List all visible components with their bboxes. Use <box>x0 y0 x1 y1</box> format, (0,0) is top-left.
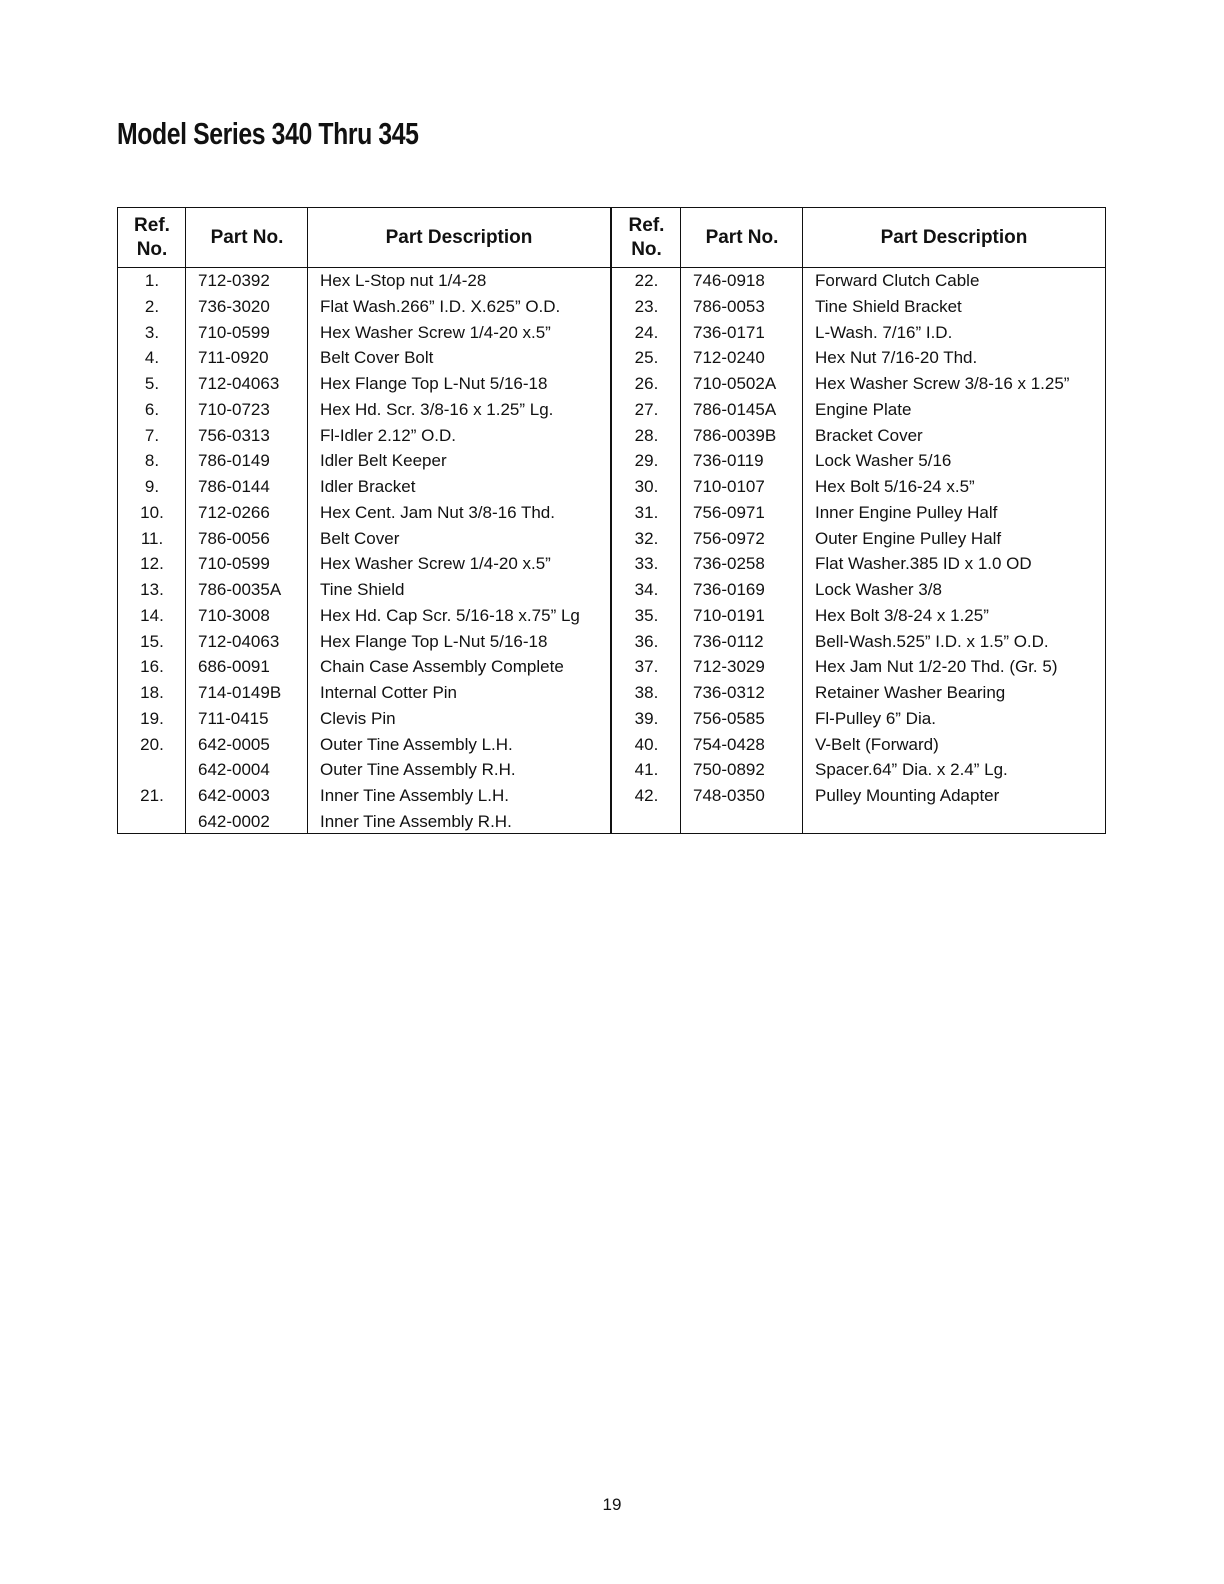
ref-no-cell: 11. <box>140 528 164 548</box>
part-no-cell: 710-0723 <box>198 399 270 419</box>
table-row <box>612 397 1105 423</box>
part-description-cell: Pulley Mounting Adapter <box>815 786 1000 805</box>
part-no-cell: 748-0350 <box>693 786 765 805</box>
part-description-cell: Hex Hd. Cap Scr. 5/16-18 x.75” Lg <box>320 605 580 625</box>
part-no-cell: 756-0585 <box>693 708 765 728</box>
part-description-cell: Hex L-Stop nut 1/4-28 <box>320 271 487 290</box>
table-row <box>612 577 1105 603</box>
table-row <box>118 345 610 371</box>
header-row <box>118 208 610 268</box>
part-no-cell: 786-0145A <box>693 399 777 419</box>
table-row <box>612 345 1105 371</box>
table-row <box>612 500 1105 526</box>
ref-no-cell: 32. <box>634 528 659 548</box>
part-description-cell: Hex Nut 7/16-20 Thd. <box>815 348 978 368</box>
ref-no-cell: 29. <box>634 451 659 471</box>
part-no-cell: 736-3020 <box>198 296 270 316</box>
ref-no-cell: 25. <box>634 348 659 368</box>
table-row <box>118 320 610 346</box>
ref-no-cell: 15. <box>140 631 164 651</box>
column-divider <box>680 208 681 833</box>
part-no-cell: 736-0258 <box>693 554 765 574</box>
ref-no-cell: 28. <box>634 425 659 445</box>
page-title: Model Series 340 Thru 345 <box>117 116 419 151</box>
part-description-cell: Engine Plate <box>815 399 912 419</box>
ref-no-cell: 22. <box>634 271 659 290</box>
table-row <box>612 294 1105 320</box>
table-row <box>612 603 1105 629</box>
header-row <box>612 208 1105 268</box>
ref-no-cell: 6. <box>144 399 160 419</box>
part-description-cell: Retainer Washer Bearing <box>815 683 1006 702</box>
part-no-cell: 711-0920 <box>198 348 269 368</box>
table-row <box>612 783 1105 809</box>
part-no-header: Part No. <box>186 208 308 268</box>
part-no-cell: 686-0091 <box>198 657 270 677</box>
part-no-cell: 736-0312 <box>693 683 765 702</box>
part-no-cell: 746-0918 <box>693 271 765 290</box>
part-description-cell: Tine Shield Bracket <box>815 296 962 316</box>
part-no-cell: 756-0972 <box>693 528 765 548</box>
part-description-cell: Inner Tine Assembly L.H. <box>320 786 509 805</box>
ref-no-cell: 24. <box>634 322 659 342</box>
parts-list-right <box>612 268 1105 809</box>
ref-no-cell: 10. <box>140 502 164 522</box>
part-description-cell: Outer Engine Pulley Half <box>815 528 1002 548</box>
part-description-cell: Hex Bolt 3/8-24 x 1.25” <box>815 605 989 625</box>
table-row <box>612 551 1105 577</box>
table-row <box>612 706 1105 732</box>
table-row <box>118 397 610 423</box>
part-no-cell: 786-0149 <box>198 451 270 471</box>
table-row <box>612 757 1105 783</box>
part-no-cell: 710-0191 <box>693 605 765 625</box>
ref-no-cell: 39. <box>634 708 659 728</box>
table-row <box>118 268 610 294</box>
part-description-cell: Clevis Pin <box>320 708 396 728</box>
part-no-cell: 712-0392 <box>198 271 270 290</box>
part-description-cell: Chain Case Assembly Complete <box>320 657 564 677</box>
part-no-cell: 756-0971 <box>693 502 765 522</box>
table-row <box>118 629 610 655</box>
column-divider <box>802 208 803 833</box>
part-description-cell: Belt Cover <box>320 528 400 548</box>
table-row <box>612 732 1105 758</box>
part-description-cell: Bell-Wash.525” I.D. x 1.5” O.D. <box>815 631 1049 651</box>
part-no-cell: 712-0240 <box>693 348 765 368</box>
ref-no-cell: 40. <box>634 734 659 754</box>
table-row <box>612 629 1105 655</box>
ref-no-cell: 18. <box>140 683 164 702</box>
parts-table <box>117 207 1106 834</box>
part-description-cell: Spacer.64” Dia. x 2.4” Lg. <box>815 760 1008 780</box>
table-row <box>118 551 610 577</box>
part-description-cell: Flat Washer.385 ID x 1.0 OD <box>815 554 1032 574</box>
ref-no-cell: 41. <box>634 760 659 780</box>
ref-no-cell: 4. <box>144 348 160 368</box>
ref-no-cell: 35. <box>634 605 659 625</box>
ref-no-cell: 5. <box>144 374 160 393</box>
parts-table-right <box>612 208 1105 833</box>
part-description-cell: Fl-Pulley 6” Dia. <box>815 708 936 728</box>
part-no-cell: 714-0149B <box>198 683 282 702</box>
ref-no-cell: 14. <box>140 605 164 625</box>
ref-no-cell: 20. <box>140 734 164 754</box>
table-row <box>118 294 610 320</box>
ref-no-cell: 36. <box>634 631 659 651</box>
part-description-cell: Outer Tine Assembly R.H. <box>320 760 516 780</box>
table-row <box>118 371 610 397</box>
part-description-cell: Outer Tine Assembly L.H. <box>320 734 513 754</box>
table-row <box>118 706 610 732</box>
part-description-header: Part Description <box>308 208 610 268</box>
ref-no-cell: 13. <box>140 580 164 599</box>
table-row <box>118 809 610 835</box>
table-row <box>612 680 1105 706</box>
ref-no-cell: 31. <box>634 502 659 522</box>
table-row <box>612 526 1105 552</box>
table-row <box>118 500 610 526</box>
part-description-cell: Tine Shield <box>320 580 405 599</box>
part-no-cell: 710-0599 <box>198 322 270 342</box>
table-row <box>612 448 1105 474</box>
part-description-cell: Hex Hd. Scr. 3/8-16 x 1.25” Lg. <box>320 399 554 419</box>
column-divider <box>185 208 186 833</box>
part-no-cell: 712-04063 <box>198 374 280 393</box>
part-no-cell: 712-0266 <box>198 502 270 522</box>
part-no-cell: 642-0003 <box>198 786 270 805</box>
part-description-cell: Bracket Cover <box>815 425 923 445</box>
table-row <box>118 577 610 603</box>
ref-no-cell: 19. <box>140 708 164 728</box>
table-row <box>612 423 1105 449</box>
ref-no-cell: 3. <box>144 322 160 342</box>
table-row <box>118 526 610 552</box>
table-row <box>612 654 1105 680</box>
part-description-cell: Idler Belt Keeper <box>320 451 447 471</box>
table-row <box>612 474 1105 500</box>
part-no-cell: 710-0599 <box>198 554 270 574</box>
part-no-cell: 712-3029 <box>693 657 765 677</box>
part-no-cell: 786-0144 <box>198 477 270 496</box>
ref-no-cell: 21. <box>140 786 164 805</box>
table-row <box>612 371 1105 397</box>
part-description-cell: Lock Washer 5/16 <box>815 451 952 471</box>
ref-no-cell: 9. <box>144 477 160 496</box>
part-no-cell: 756-0313 <box>198 425 270 445</box>
ref-no-cell: 42. <box>634 786 659 805</box>
part-description-header: Part Description <box>803 208 1105 268</box>
part-no-cell: 642-0005 <box>198 734 270 754</box>
part-description-cell: Internal Cotter Pin <box>320 683 458 702</box>
table-row <box>118 680 610 706</box>
ref-no-cell: 8. <box>144 451 160 471</box>
part-no-cell: 712-04063 <box>198 631 280 651</box>
table-row <box>118 603 610 629</box>
part-no-cell: 710-0502A <box>693 374 777 393</box>
ref-no-header: Ref. No. <box>612 208 681 268</box>
part-description-cell: Flat Wash.266” I.D. X.625” O.D. <box>320 296 561 316</box>
ref-no-cell: 38. <box>634 683 659 702</box>
part-description-cell: Hex Washer Screw 3/8-16 x 1.25” <box>815 374 1070 393</box>
table-row <box>118 732 610 758</box>
ref-no-cell: 16. <box>140 657 164 677</box>
ref-no-cell <box>118 757 186 783</box>
ref-no-cell: 12. <box>140 554 164 574</box>
part-no-cell: 711-0415 <box>198 708 269 728</box>
ref-no-cell: 33. <box>634 554 659 574</box>
part-description-cell: Fl-Idler 2.12” O.D. <box>320 425 457 445</box>
part-description-cell: Hex Washer Screw 1/4-20 x.5” <box>320 322 551 342</box>
table-row <box>118 423 610 449</box>
part-no-cell: 786-0053 <box>693 296 765 316</box>
table-row <box>612 320 1105 346</box>
ref-no-cell: 2. <box>144 296 160 316</box>
parts-list-left <box>118 268 610 835</box>
part-no-cell: 642-0004 <box>198 760 270 780</box>
part-no-cell: 736-0171 <box>693 322 765 342</box>
parts-table-left <box>118 208 612 833</box>
ref-no-cell: 27. <box>634 399 659 419</box>
part-no-cell: 786-0056 <box>198 528 270 548</box>
part-no-cell: 736-0119 <box>693 451 764 471</box>
part-description-cell: Hex Jam Nut 1/2-20 Thd. (Gr. 5) <box>815 657 1058 677</box>
part-description-cell: Hex Bolt 5/16-24 x.5” <box>815 477 975 496</box>
ref-no-cell: 26. <box>634 374 659 393</box>
table-row <box>118 783 610 809</box>
page-number: 19 <box>602 1495 622 1514</box>
part-description-cell: Idler Bracket <box>320 477 416 496</box>
part-description-cell: L-Wash. 7/16” I.D. <box>815 322 953 342</box>
part-description-cell: Lock Washer 3/8 <box>815 580 942 599</box>
ref-no-cell <box>118 809 186 835</box>
table-row <box>118 448 610 474</box>
part-description-cell: Forward Clutch Cable <box>815 271 980 290</box>
part-description-cell: Inner Engine Pulley Half <box>815 502 998 522</box>
part-no-cell: 754-0428 <box>693 734 765 754</box>
table-row <box>118 757 610 783</box>
part-description-cell: Belt Cover Bolt <box>320 348 434 368</box>
part-no-cell: 786-0039B <box>693 425 777 445</box>
ref-no-cell: 34. <box>634 580 659 599</box>
table-row <box>612 268 1105 294</box>
table-row <box>118 654 610 680</box>
ref-no-cell: 37. <box>634 657 659 677</box>
part-no-cell: 710-0107 <box>693 477 765 496</box>
column-divider <box>307 208 308 833</box>
part-no-cell: 786-0035A <box>198 580 282 599</box>
table-row <box>118 474 610 500</box>
part-no-cell: 736-0169 <box>693 580 765 599</box>
part-description-cell: Inner Tine Assembly R.H. <box>320 811 512 831</box>
ref-no-cell: 23. <box>634 296 659 316</box>
part-description-cell: Hex Flange Top L-Nut 5/16-18 <box>320 631 548 651</box>
ref-no-cell: 30. <box>634 477 659 496</box>
ref-no-cell: 7. <box>144 425 160 445</box>
part-description-cell: Hex Washer Screw 1/4-20 x.5” <box>320 554 551 574</box>
part-no-cell: 642-0002 <box>198 811 270 831</box>
ref-no-cell: 1. <box>144 271 160 290</box>
part-description-cell: V-Belt (Forward) <box>815 734 939 754</box>
ref-no-header: Ref. No. <box>118 208 186 268</box>
part-no-header: Part No. <box>681 208 803 268</box>
part-no-cell: 736-0112 <box>693 631 764 651</box>
part-description-cell: Hex Cent. Jam Nut 3/8-16 Thd. <box>320 502 555 522</box>
part-no-cell: 710-3008 <box>198 605 270 625</box>
part-no-cell: 750-0892 <box>693 760 765 780</box>
part-description-cell: Hex Flange Top L-Nut 5/16-18 <box>320 374 548 393</box>
